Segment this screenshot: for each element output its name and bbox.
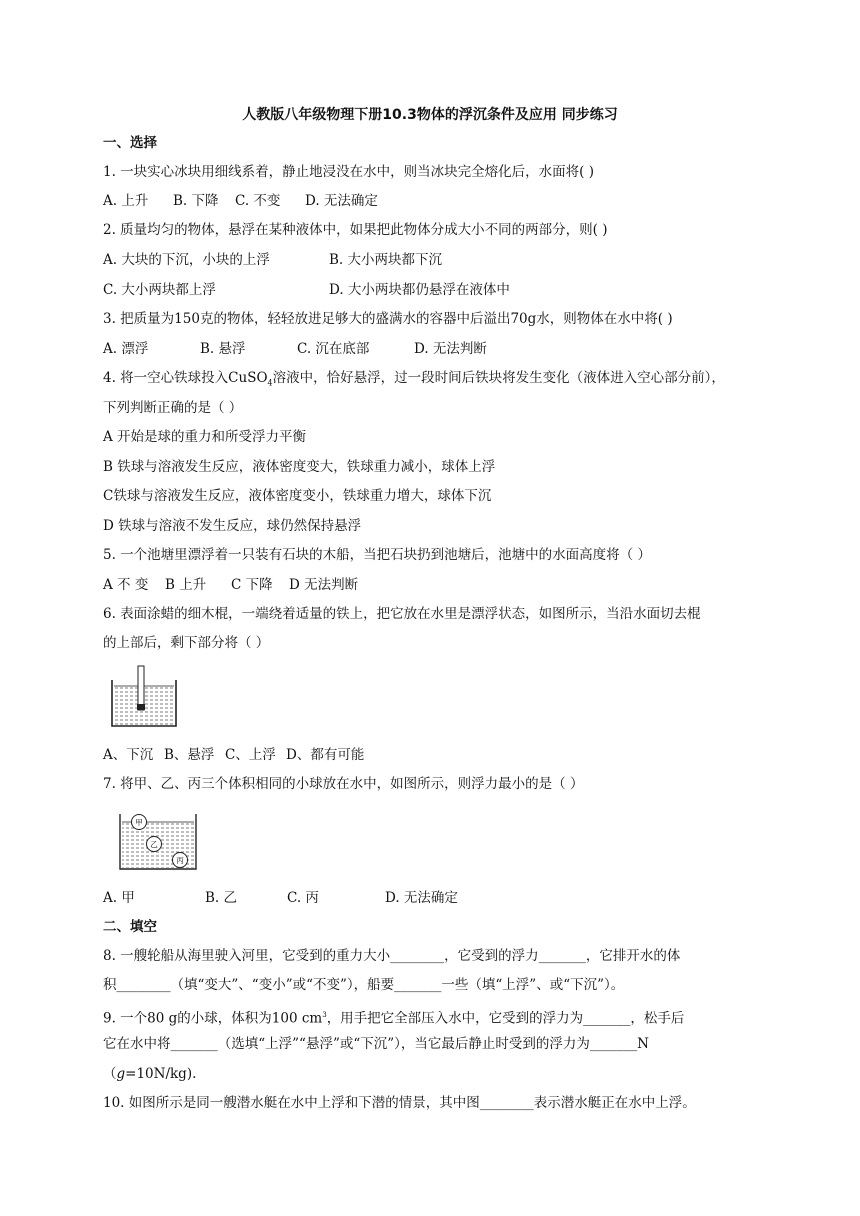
q4-stem-line2: 下列判断正确的是（ ） [103, 400, 243, 416]
page-title: 人教版八年级物理下册10.3物体的浮沉条件及应用 同步练习 [242, 107, 618, 123]
ball-yi-label: 乙 [150, 840, 158, 849]
q10-line1: 10. 如图所示是同一艘潜水艇在水中上浮和下潜的情景，其中图________表示潜水艇正在水中上浮。 [103, 1095, 696, 1111]
q2-option-a: A. 大块的下沉，小块的上浮 [103, 252, 270, 268]
q7-option-c: C. 丙 [287, 890, 319, 906]
q9-line3 [103, 1065, 196, 1083]
q9-line1 [103, 1006, 684, 1028]
ball-bing-label: 丙 [176, 856, 184, 865]
q9-line3-rest: =10N/kg). [125, 1066, 197, 1082]
q3-option-d: D. 无法判断 [414, 341, 487, 357]
q5-option-b: B 上升 [165, 577, 207, 593]
q2-stem: 2. 质量均匀的物体，悬浮在某种液体中，如果把此物体分成大小不同的两部分，则( ) [103, 222, 608, 238]
q2-options-row1 [103, 251, 442, 269]
q3-option-a: A. 漂浮 [103, 341, 149, 357]
three-balls-figure [116, 806, 200, 872]
q6-option-b: B、悬浮 [164, 747, 215, 763]
q4-stem-part2: 溶液中，恰好悬浮，过一段时间后铁块将发生变化（液体进入空心部分前）， [272, 370, 725, 386]
wax-stick [138, 666, 144, 710]
q4-option-d: D 铁球与溶液不发生反应，球仍然保持悬浮 [103, 518, 362, 534]
q2-options-row2 [103, 281, 510, 299]
q3-option-b: B. 悬浮 [200, 341, 246, 357]
floating-stick-figure [110, 662, 180, 730]
q5-options [103, 576, 358, 594]
ball-jia-label: 甲 [135, 818, 143, 827]
q3-stem: 3. 把质量为150克的物体，轻轻放进足够大的盛满水的容器中后溢出70g水，则物体在水中将( ) [103, 311, 673, 327]
q6-options [103, 746, 364, 764]
q4-option-b: B 铁球与溶液发生反应，液体密度变大，铁球重力减小，球体上浮 [103, 459, 496, 475]
section-heading-choice: 一、选择 [103, 135, 157, 151]
q9-line1-part2: ，用手把它全部压入水中，它受到的浮力为_______，松手后 [326, 1010, 685, 1027]
q7-option-a: A. 甲 [103, 890, 135, 906]
q5-stem: 5. 一个池塘里漂浮着一只装有石块的木船，当把石块扔到池塘后，池塘中的水面高度将（ ） [103, 547, 651, 563]
q6-option-c: C、上浮 [225, 747, 276, 763]
q2-option-c: C. 大小两块都上浮 [103, 282, 216, 298]
q6-option-d: D、都有可能 [286, 747, 365, 763]
q4-stem-part1: 4. 将一空心铁球投入CuSO [103, 370, 268, 386]
q1-options [103, 192, 378, 210]
iron-wire [137, 704, 145, 710]
q1-stem: 1. 一块实心冰块用细线系着，静止地浸没在水中，则当冰块完全熔化后，水面将( ) [103, 164, 594, 180]
q5-option-c: C 下降 [231, 577, 273, 593]
q9-line3-g: g [116, 1066, 126, 1082]
q1-option-b: B. 下降 [173, 193, 219, 209]
q1-option-a: A. 上升 [103, 193, 149, 209]
q7-option-b: B. 乙 [205, 890, 238, 906]
q3-options [103, 340, 487, 358]
q7-stem: 7. 将甲、乙、丙三个体积相同的小球放在水中，如图所示，则浮力最小的是（ ） [103, 776, 584, 792]
q9-line2: 它在水中将_______（选填“上浮”“悬浮”或“下沉”），当它最后静止时受到的浮力为_______N [103, 1036, 649, 1052]
q1-option-d: D. 无法确定 [305, 193, 378, 209]
q4-stem [103, 369, 725, 393]
q3-option-c: C. 沉在底部 [297, 341, 370, 357]
q1-option-c: C. 不变 [235, 193, 281, 209]
q5-option-d: D 无法判断 [289, 577, 359, 593]
q9-superscript: 3 [322, 1011, 327, 1019]
q9-line1-part1: 9. 一个80 g的小球，体积为100 cm [103, 1010, 323, 1027]
q6-stem-line2: 的上部后，剩下部分将（ ） [103, 635, 270, 651]
q4-option-c: C铁球与溶液发生反应，液体密度变小，铁球重力增大，球体下沉 [103, 488, 492, 504]
q5-option-a: A 不 变 [103, 577, 149, 593]
q4-option-a: A 开始是球的重力和所受浮力平衡 [103, 429, 307, 445]
q2-option-b: B. 大小两块都下沉 [329, 252, 443, 268]
q4-stem-subscript: 4 [267, 378, 273, 388]
q2-option-d: D. 大小两块都仍悬浮在液体中 [329, 282, 510, 298]
q9-line3-open: （ [103, 1066, 117, 1082]
q6-option-a: A、下沉 [103, 747, 154, 763]
q7-option-d: D. 无法确定 [385, 890, 458, 906]
q7-options [103, 889, 458, 907]
section-heading-fill: 二、填空 [103, 919, 157, 935]
q8-line2: 积________（填“变大”、“变小”或“不变”），船要_______一些（填“上浮”、或“下沉”）。 [103, 977, 625, 993]
q8-line1: 8. 一艘轮船从海里驶入河里，它受到的重力大小________，它受到的浮力_______，它排开水的体 [103, 948, 681, 964]
q6-stem: 6. 表面涂蜡的细木棍，一端绕着适量的铁上，把它放在水里是漂浮状态，如图所示，当沿水面切去棍 [103, 606, 701, 622]
